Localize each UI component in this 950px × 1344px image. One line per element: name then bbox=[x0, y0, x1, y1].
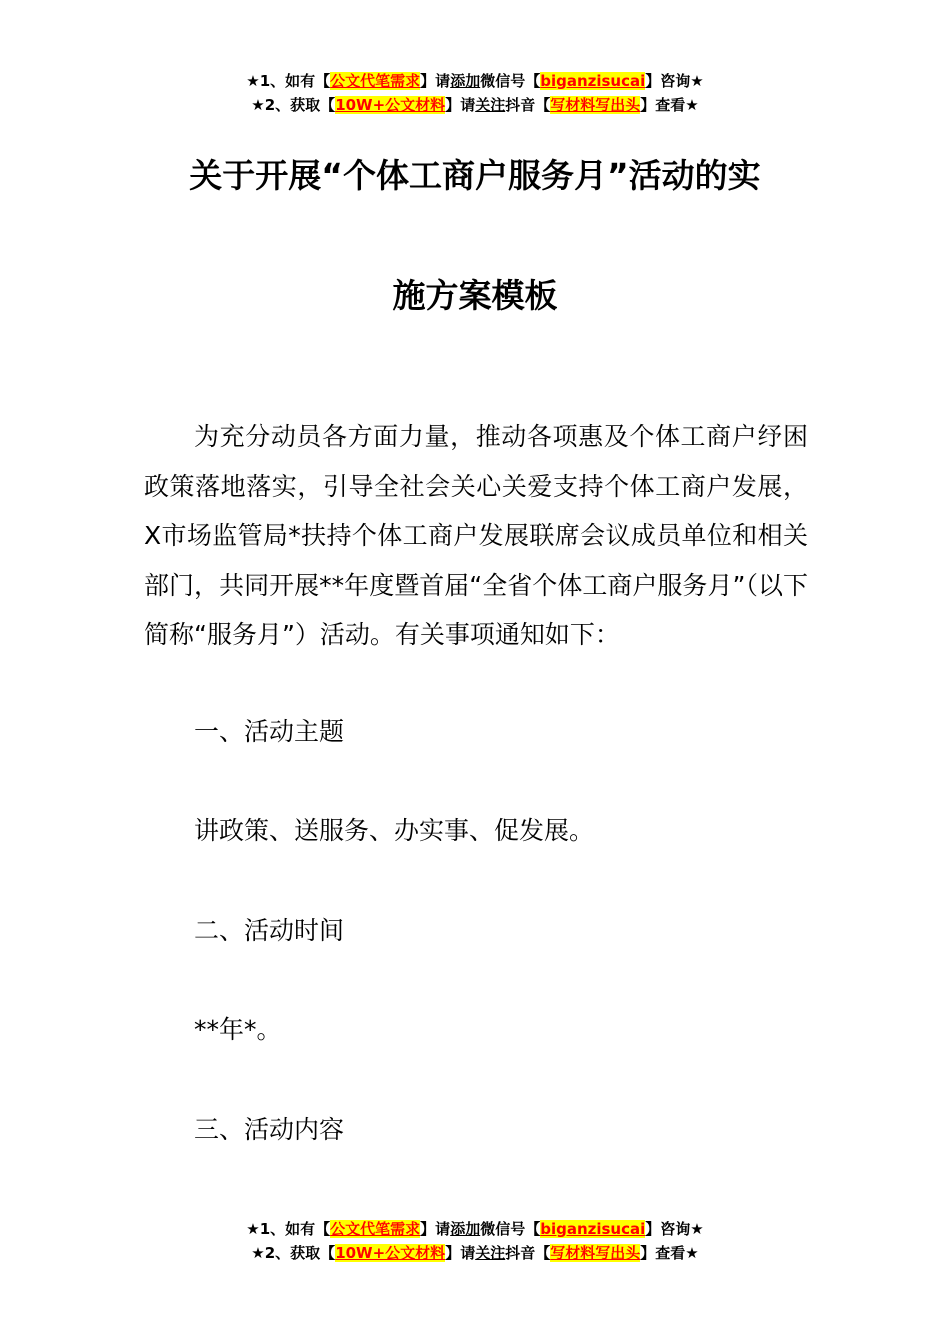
promo-text: 】请 bbox=[420, 72, 451, 90]
promo-highlight: biganzisucai bbox=[540, 1220, 646, 1238]
promo-emphasis: 关注 bbox=[475, 96, 506, 114]
document-title-line-1: 关于开展“个体工商户服务月”活动的实 bbox=[189, 156, 761, 195]
section-1-heading: 一、活动主题 bbox=[194, 717, 345, 746]
promo-text: 抖音【 bbox=[505, 96, 551, 114]
promo-text: 】请 bbox=[445, 96, 476, 114]
promo-text: 】咨询★ bbox=[645, 1220, 704, 1238]
header-promo-banner bbox=[0, 69, 950, 117]
promo-text: ★1、如有【 bbox=[246, 1220, 331, 1238]
promo-line-1 bbox=[0, 1217, 950, 1241]
promo-text: 】咨询★ bbox=[645, 72, 704, 90]
document-title-line-2: 施方案模板 bbox=[392, 276, 558, 315]
promo-highlight: 公文代笔需求 bbox=[330, 1220, 421, 1238]
promo-emphasis: 关注 bbox=[475, 1244, 506, 1262]
promo-highlight: 写材料写出头 bbox=[550, 1244, 641, 1262]
promo-highlight: 写材料写出头 bbox=[550, 96, 641, 114]
promo-text: 微信号【 bbox=[480, 72, 541, 90]
promo-text: 微信号【 bbox=[480, 1220, 541, 1238]
promo-text: 】请 bbox=[420, 1220, 451, 1238]
promo-text: ★2、获取【 bbox=[251, 96, 336, 114]
section-1-text: 讲政策、送服务、办实事、促发展。 bbox=[194, 816, 595, 845]
intro-paragraph: 为充分动员各方面力量，推动各项惠及个体工商户纾困政策落地落实，引导全社会关心关爱支持个体工商户发展，X市场监管局*扶持个体工商户发展联席会议成员单位和相关部门，共同开展**年度暨首届“全省个体工商户服务月”（以下简称“服务月”）活动。有关事项通知如下： bbox=[144, 422, 808, 650]
section-2-text: **年*。 bbox=[194, 1015, 282, 1044]
promo-line-1 bbox=[0, 69, 950, 93]
promo-emphasis: 添加 bbox=[450, 1220, 481, 1238]
promo-highlight: biganzisucai bbox=[540, 72, 646, 90]
promo-text: ★2、获取【 bbox=[251, 1244, 336, 1262]
footer-promo-banner bbox=[0, 1217, 950, 1265]
promo-text: 】查看★ bbox=[640, 96, 699, 114]
promo-highlight: 10W+公文材料 bbox=[335, 1244, 446, 1262]
promo-emphasis: 添加 bbox=[450, 72, 481, 90]
section-2-heading: 二、活动时间 bbox=[194, 916, 345, 945]
promo-highlight: 10W+公文材料 bbox=[335, 96, 446, 114]
promo-text: 】请 bbox=[445, 1244, 476, 1262]
promo-line-2 bbox=[0, 1241, 950, 1265]
promo-text: 抖音【 bbox=[505, 1244, 551, 1262]
promo-line-2 bbox=[0, 93, 950, 117]
promo-text: ★1、如有【 bbox=[246, 72, 331, 90]
promo-highlight: 公文代笔需求 bbox=[330, 72, 421, 90]
section-3-heading: 三、活动内容 bbox=[194, 1115, 345, 1144]
promo-text: 】查看★ bbox=[640, 1244, 699, 1262]
